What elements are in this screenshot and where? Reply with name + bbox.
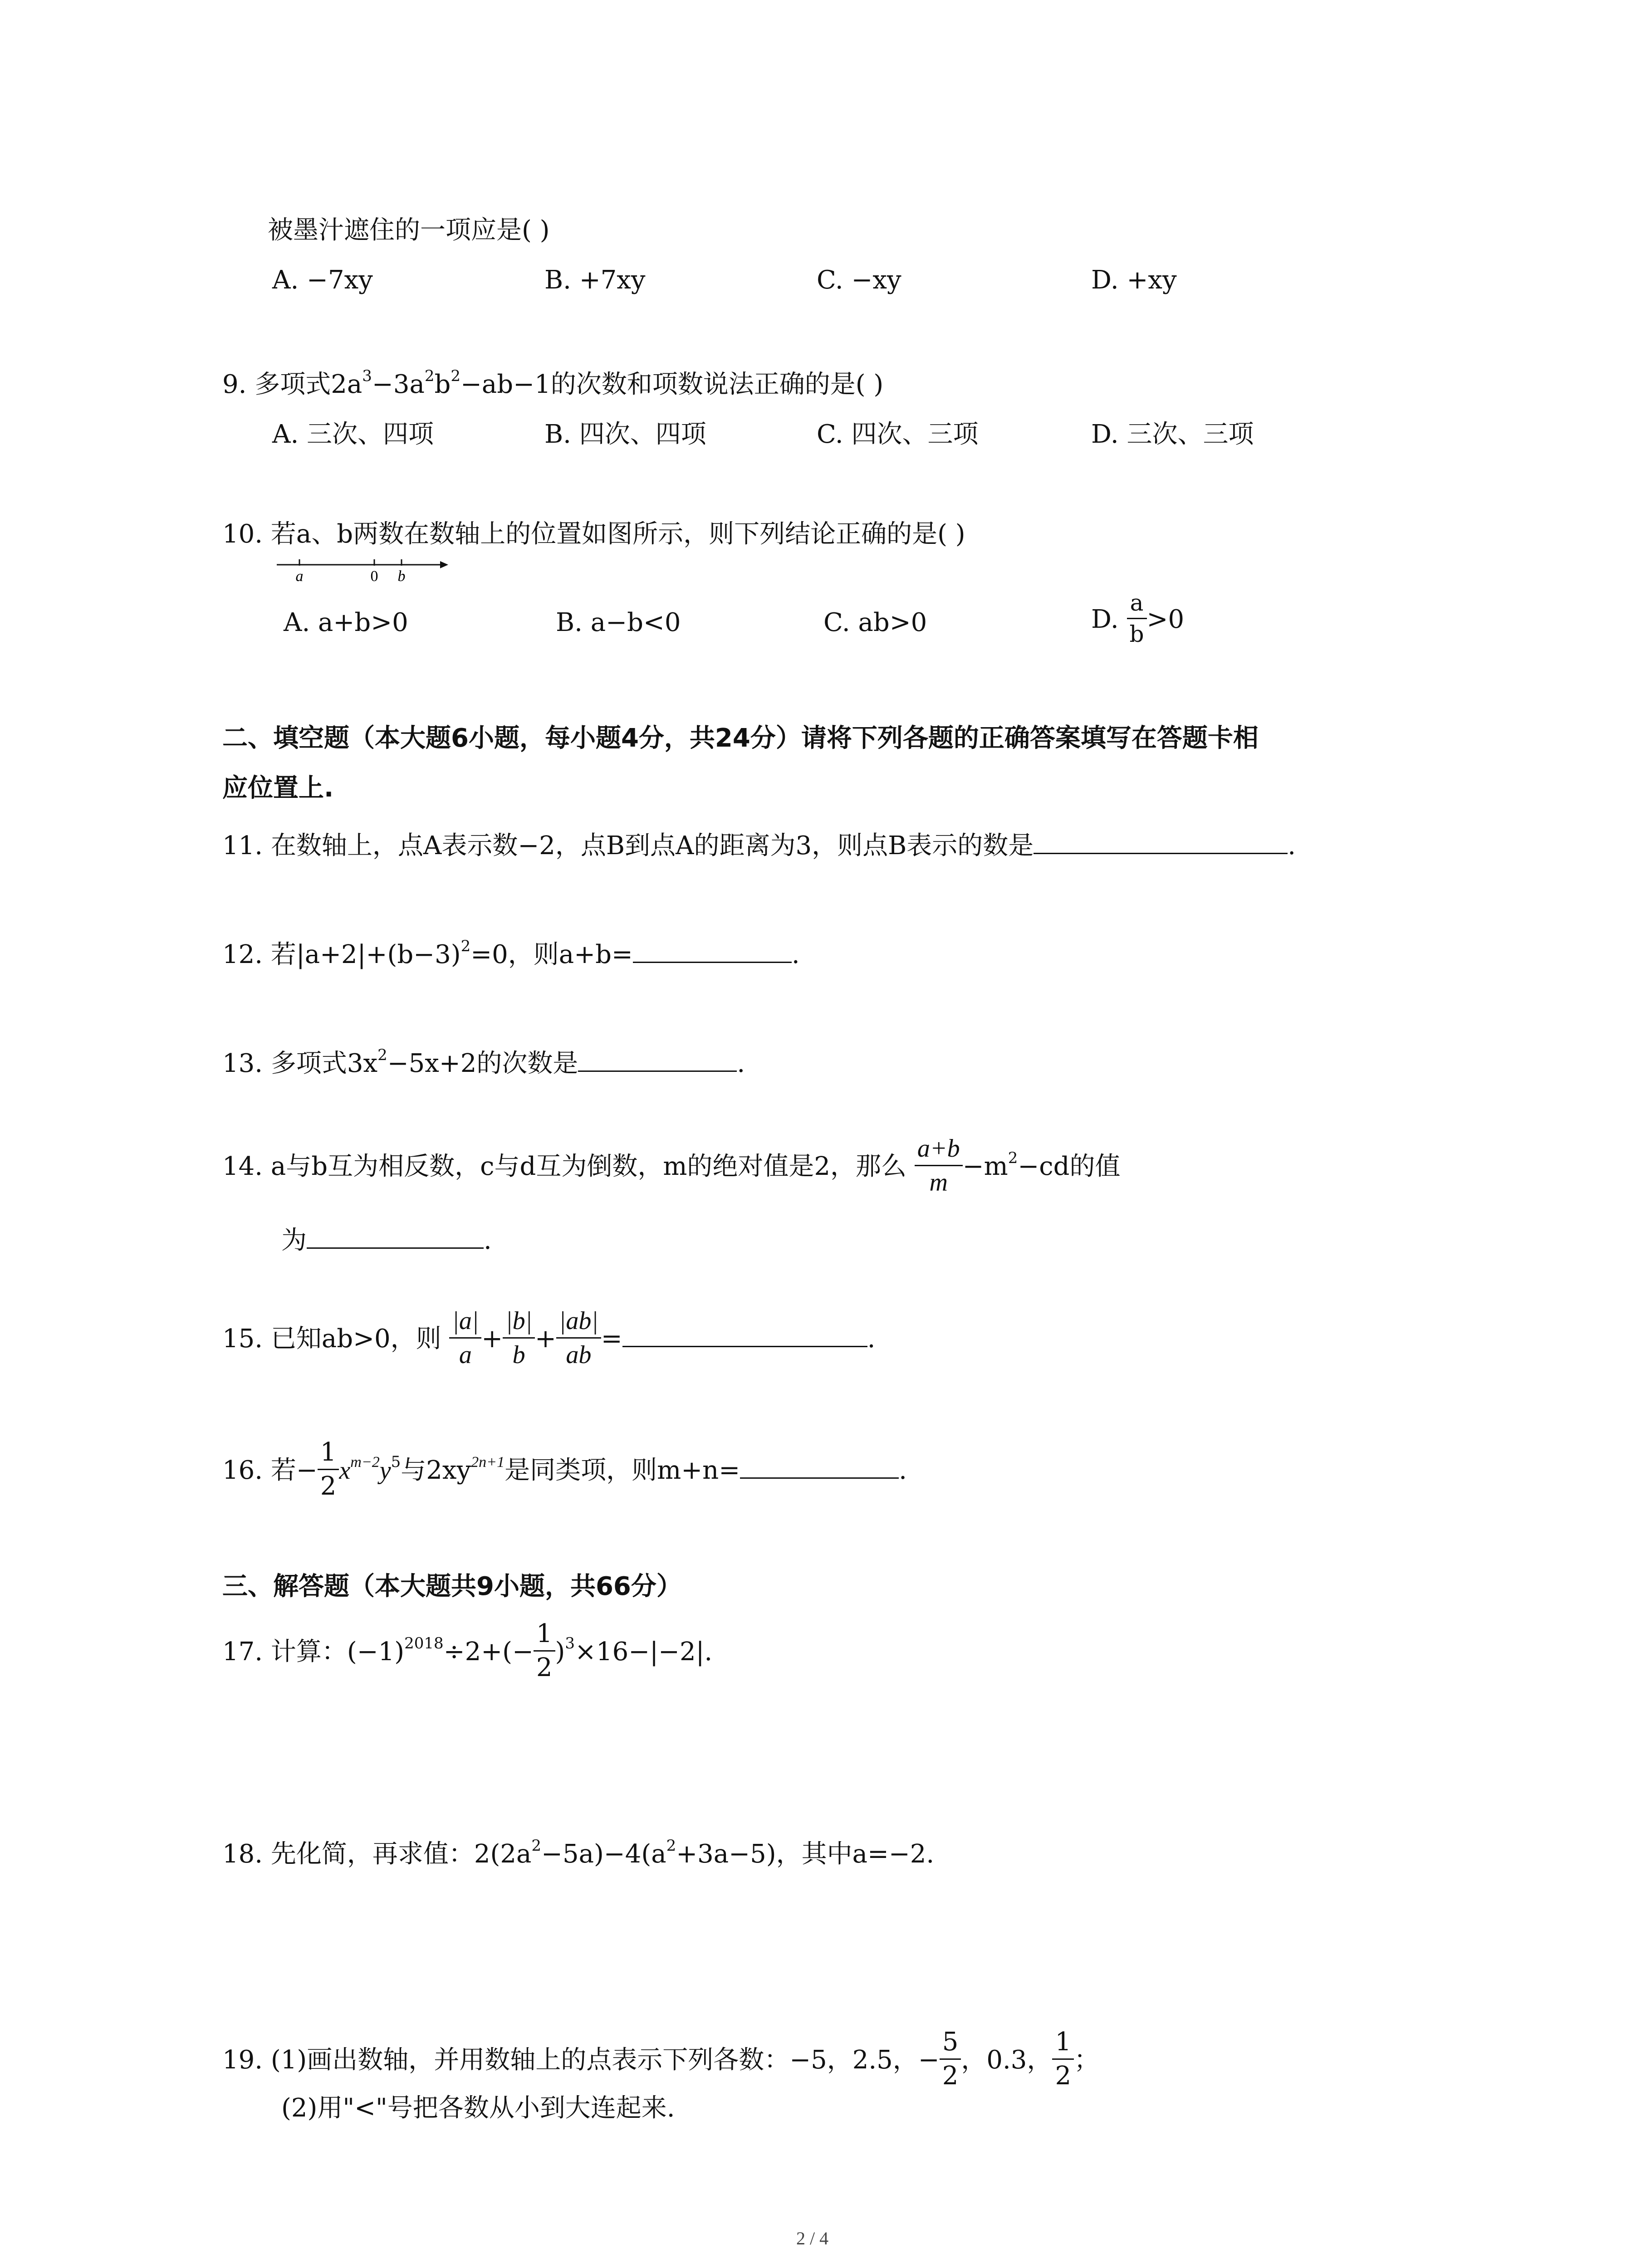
q16-text-d: 与2xy	[401, 1456, 471, 1485]
q19-frac-1	[940, 2029, 961, 2089]
number-line-arrow	[440, 561, 448, 568]
q9-sup3: 3	[362, 367, 372, 385]
section2-heading-line2: 应位置上.	[222, 773, 334, 803]
q9-line	[222, 367, 884, 399]
q15-f2-num: |b|	[503, 1308, 535, 1339]
q15-frac-2	[503, 1308, 535, 1368]
q12-text-a: 若|a+2|+(b−3)	[270, 940, 461, 969]
q10-stem: 若a、b两数在数轴上的位置如图所示，则下列结论正确的是( )	[270, 519, 965, 549]
q17-text-c: )	[555, 1637, 565, 1667]
q10-number: 10.	[222, 519, 263, 549]
q9-text-d: −ab−1的次数和项数说法正确的是( )	[460, 370, 884, 399]
q8-stem: 被墨汁遮住的一项应是( )	[268, 215, 550, 245]
q12-end: .	[791, 940, 800, 969]
q17-sup1: 2018	[404, 1634, 444, 1652]
q13-answer-blank[interactable]	[578, 1048, 737, 1072]
q10-number-line-figure	[272, 556, 454, 587]
q10-option-c: C. ab>0	[823, 608, 927, 637]
q18-text-b: −5a)−4(a	[541, 1839, 666, 1869]
q9-option-b: B. 四次、四项	[544, 420, 706, 449]
q11-end: .	[1288, 831, 1296, 860]
q18-number: 18.	[222, 1839, 263, 1869]
q15-f1-num: |a|	[449, 1308, 481, 1339]
q17-sup2: 3	[565, 1634, 575, 1652]
q15-end: .	[867, 1324, 876, 1354]
q14-end: .	[484, 1226, 492, 1255]
q16-number: 16.	[222, 1456, 263, 1485]
q15-f3-num: |ab|	[556, 1308, 601, 1339]
q12-number: 12.	[222, 940, 263, 969]
q13-number: 13.	[222, 1049, 263, 1078]
q14-fraction	[915, 1136, 963, 1195]
q17-fraction	[534, 1621, 555, 1681]
q16-end: .	[899, 1456, 907, 1485]
q10-option-b: B. a−b<0	[556, 608, 681, 637]
q13-sup: 2	[377, 1046, 387, 1064]
q8-option-b: B. +7xy	[544, 265, 646, 295]
q18-text-a: 先化简，再求值：2(2a	[270, 1839, 532, 1869]
q9-sup2: 2	[424, 367, 435, 385]
q15-plus-2: +	[535, 1324, 556, 1354]
q16-sup3: 2n+1	[471, 1454, 505, 1471]
q19-f2-num: 1	[1052, 2029, 1074, 2060]
q12-line	[222, 939, 800, 968]
q10-optd-label: D.	[1091, 605, 1119, 634]
q8-option-c: C. −xy	[817, 265, 901, 295]
q15-answer-blank[interactable]	[622, 1323, 867, 1347]
q10-optd-fraction	[1127, 591, 1147, 645]
q10-optd-den: b	[1129, 621, 1144, 647]
q17-frac-num: 1	[534, 1621, 555, 1652]
q14-text-b: −m	[962, 1152, 1008, 1181]
q15-plus-1: +	[481, 1324, 503, 1354]
q8-option-d: D. +xy	[1091, 265, 1177, 295]
q17-number: 17.	[222, 1637, 263, 1667]
q15-number: 15.	[222, 1324, 263, 1354]
q19-f1-num: 5	[940, 2029, 961, 2060]
q17-text-b: ÷2+(−	[443, 1637, 534, 1667]
q17-text-a: 计算：(−1)	[270, 1637, 405, 1667]
q12-text-b: =0，则a+b=	[470, 940, 633, 969]
q19-number: 19.	[222, 2045, 263, 2075]
q9-sup2b: 2	[451, 367, 460, 385]
q9-text-c: b	[434, 370, 451, 399]
q19-text-c: ；	[1074, 2045, 1100, 2075]
q19-line1	[222, 2027, 1100, 2092]
q16-text-c: y	[379, 1457, 391, 1485]
q15-line	[222, 1307, 876, 1370]
q13-text-a: 多项式3x	[270, 1049, 378, 1078]
q14-frac-den: m	[929, 1168, 948, 1197]
q18-text-c: +3a−5)，其中a=−2.	[676, 1839, 935, 1869]
q16-sup1: m−2	[350, 1454, 380, 1471]
q9-option-d: D. 三次、三项	[1091, 420, 1254, 449]
q14-text-a: a与b互为相反数，c与d互为倒数，m的绝对值是2，那么	[270, 1152, 907, 1181]
q16-sup2: 5	[391, 1453, 401, 1471]
q14-answer-blank[interactable]	[307, 1225, 484, 1249]
q17-line	[222, 1619, 713, 1683]
q12-answer-blank[interactable]	[633, 939, 792, 963]
q9-text-b: −3a	[372, 370, 425, 399]
q13-end: .	[737, 1049, 745, 1078]
q14-number: 14.	[222, 1152, 263, 1181]
q15-frac-3	[556, 1308, 601, 1368]
q14-sup: 2	[1008, 1149, 1018, 1167]
q17-frac-den: 2	[536, 1653, 553, 1682]
q13-text-b: −5x+2的次数是	[387, 1049, 578, 1078]
q19-text-b: ，0.3，	[961, 2045, 1053, 2075]
q15-text-a: 已知ab>0，则	[270, 1324, 441, 1354]
q16-text-a: 若−	[270, 1456, 318, 1485]
q14-line1	[222, 1134, 1121, 1198]
q14-line2	[281, 1225, 492, 1253]
q17-text-d: ×16−|−2|.	[575, 1637, 713, 1667]
q16-fraction	[318, 1437, 339, 1501]
section2-heading-line1: 二、填空题（本大题6小题，每小题4分，共24分）请将下列各题的正确答案填写在答题卡相	[222, 723, 1259, 753]
q18-sup2: 2	[666, 1837, 676, 1855]
q13-line	[222, 1048, 745, 1076]
q19-text-a: (1)画出数轴，并用数轴上的点表示下列各数：−5，2.5，−	[270, 2045, 940, 2075]
q14-line2-text: 为	[281, 1226, 307, 1255]
q10-option-d	[1091, 590, 1185, 648]
q14-text-c: −cd的值	[1018, 1152, 1121, 1181]
q9-option-a: A. 三次、四项	[272, 420, 434, 449]
q19-f1-den: 2	[942, 2061, 959, 2091]
q10-optd-num: a	[1127, 591, 1147, 619]
q11-answer-blank[interactable]	[1034, 830, 1288, 854]
q16-text-b: x	[339, 1457, 351, 1485]
q9-option-c: C. 四次、三项	[817, 420, 979, 449]
q8-option-a: A. −7xy	[272, 265, 373, 295]
q11-text: 在数轴上，点A表示数−2，点B到点A的距离为3，则点B表示的数是	[270, 831, 1034, 860]
q19-line2: (2)用"<"号把各数从小到大连起来.	[281, 2093, 675, 2123]
q11-line	[222, 830, 1296, 859]
q15-f3-den: ab	[566, 1341, 592, 1369]
q10-optd-tail: >0	[1146, 605, 1185, 634]
q9-number: 9.	[222, 370, 247, 399]
q16-answer-blank[interactable]	[740, 1455, 899, 1479]
q11-number: 11.	[222, 831, 263, 860]
q15-equals: =	[601, 1324, 622, 1354]
q10-line	[222, 519, 965, 549]
q19-f2-den: 2	[1055, 2061, 1072, 2091]
axis-label-zero: 0	[370, 568, 378, 585]
q15-frac-1	[449, 1308, 481, 1368]
axis-label-a: a	[295, 568, 304, 585]
q10-option-a: A. a+b>0	[284, 608, 408, 637]
q16-frac-num: 1	[318, 1440, 339, 1470]
q16-line	[222, 1437, 907, 1502]
q15-f1-den: a	[459, 1341, 472, 1369]
q19-frac-2	[1052, 2029, 1074, 2089]
section3-heading: 三、解答题（本大题共9小题，共66分）	[222, 1572, 682, 1601]
q16-text-e: 是同类项，则m+n=	[505, 1456, 740, 1485]
q18-line	[222, 1837, 935, 1869]
axis-label-b: b	[397, 568, 406, 585]
q18-sup1: 2	[531, 1837, 542, 1855]
q12-sup: 2	[460, 937, 471, 955]
q14-frac-num: a+b	[915, 1136, 963, 1166]
page-number: 2 / 4	[796, 2228, 829, 2248]
q9-text-a: 多项式2a	[255, 370, 362, 399]
q16-frac-den: 2	[320, 1471, 337, 1501]
q15-f2-den: b	[512, 1341, 525, 1369]
